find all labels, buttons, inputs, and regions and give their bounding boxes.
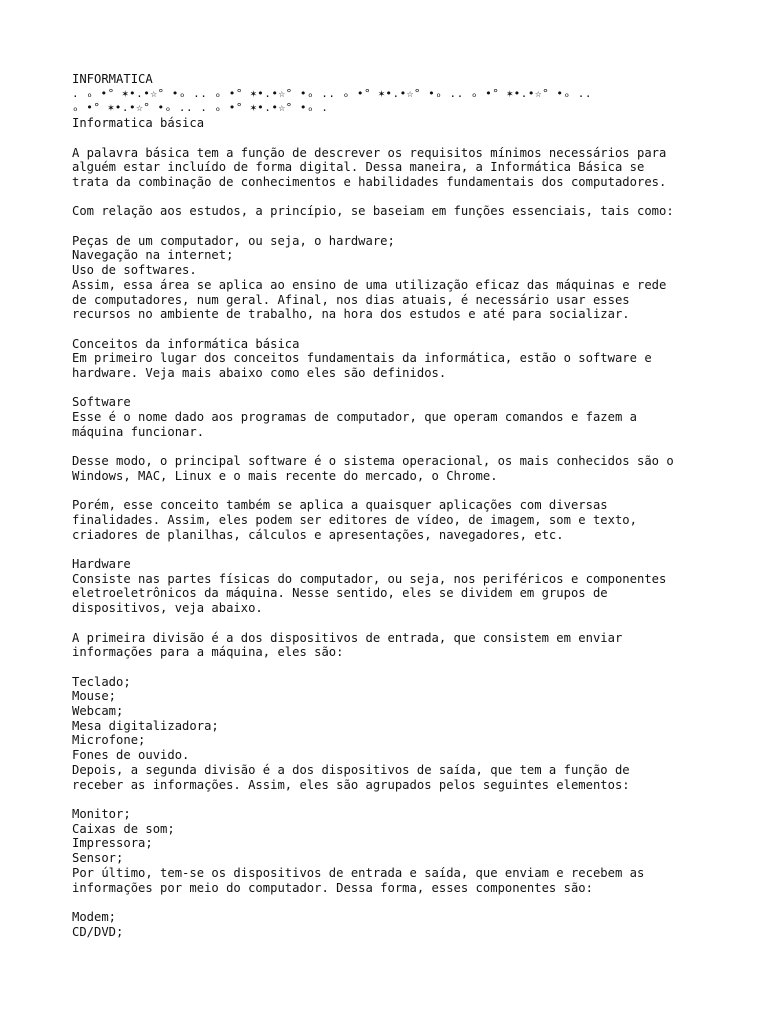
text-line: alguém estar incluído de forma digital. Dessa maneira, a Informática Básica se — [72, 160, 645, 175]
text-line: Microfone; — [72, 733, 146, 748]
text-line: Mesa digitalizadora; — [72, 718, 219, 733]
text-line: Impressora; — [72, 836, 153, 851]
text-line: Peças de um computador, ou seja, o hardware; — [72, 233, 395, 248]
text-line: Com relação aos estudos, a princípio, se baseiam em funções essenciais, tais como: — [72, 204, 674, 219]
section-heading: Hardware — [72, 557, 131, 572]
document-title: INFORMATICA — [72, 72, 153, 86]
text-line: Webcam; — [72, 704, 124, 719]
text-line: finalidades. Assim, eles podem ser editores de vídeo, de imagem, som e texto, — [72, 512, 637, 527]
text-line: de computadores, num geral. Afinal, nos dias atuais, é necessário usar esses — [72, 292, 630, 307]
blank-line — [72, 131, 738, 146]
blank-line — [72, 616, 738, 631]
text-line: A palavra básica tem a função de descrever os requisitos mínimos necessários para — [72, 145, 667, 160]
text-line: Consiste nas partes físicas do computador, ou seja, nos periféricos e componentes — [72, 571, 667, 586]
text-line: CD/DVD; — [72, 924, 124, 939]
text-line: criadores de planilhas, cálculos e apresentações, navegadores, etc. — [72, 527, 564, 542]
decorative-divider: ₒ •° ✶•.•☆° •ₒ .. . ₒ •° ✶•.•☆° •ₒ . — [72, 101, 329, 115]
text-line: A primeira divisão é a dos dispositivos de entrada, que consistem em enviar — [72, 630, 623, 645]
blank-line — [72, 190, 738, 205]
text-line: Assim, essa área se aplica ao ensino de uma utilização eficaz das máquinas e rede — [72, 277, 667, 292]
blank-line — [72, 660, 738, 675]
text-line: receber as informações. Assim, eles são agrupados pelos seguintes elementos: — [72, 777, 630, 792]
section-heading: Software — [72, 395, 131, 410]
blank-line — [72, 542, 738, 557]
text-line: Uso de softwares. — [72, 263, 197, 278]
section-heading: Informatica básica — [72, 116, 205, 131]
text-line: eletroeletrônicos da máquina. Nesse sentido, eles se dividem em grupos de — [72, 586, 608, 601]
text-line: Depois, a segunda divisão é a dos dispositivos de saída, que tem a função de — [72, 762, 630, 777]
blank-line — [72, 322, 738, 337]
blank-line — [72, 484, 738, 499]
text-line: Monitor; — [72, 806, 131, 821]
text-line: hardware. Veja mais abaixo como eles são definidos. — [72, 366, 447, 380]
text-line: Por último, tem-se os dispositivos de entrada e saída, que enviam e recebem as — [72, 865, 645, 880]
section-heading: Conceitos da informática básica — [72, 336, 300, 351]
blank-line — [72, 895, 738, 910]
text-line: Windows, MAC, Linux e o mais recente do mercado, o Chrome. — [72, 468, 498, 483]
text-line: Caixas de som; — [72, 821, 175, 836]
text-line: Esse é o nome dado aos programas de computador, que operam comandos e fazem a — [72, 410, 637, 425]
text-line: dispositivos, veja abaixo. — [72, 601, 263, 616]
text-line: Navegação na internet; — [72, 248, 234, 263]
text-line: Sensor; — [72, 851, 124, 866]
text-line: Mouse; — [72, 689, 117, 704]
text-line: Desse modo, o principal software é o sistema operacional, os mais conhecidos são o — [72, 454, 674, 469]
text-line: Modem; — [72, 909, 117, 924]
document-body — [72, 72, 738, 939]
text-line: máquina funcionar. — [72, 424, 205, 439]
blank-line — [72, 219, 738, 234]
text-line: Fones de ouvido. — [72, 748, 190, 763]
text-line: informações por meio do computador. Dessa forma, esses componentes são: — [72, 880, 593, 895]
blank-line — [72, 381, 738, 396]
text-line: Teclado; — [72, 674, 131, 689]
text-line: informações para a máquina, eles são: — [72, 645, 344, 660]
text-line: recursos no ambiente de trabalho, na hora dos estudos e até para socializar. — [72, 307, 630, 322]
blank-line — [72, 792, 738, 807]
blank-line — [72, 440, 738, 455]
text-line: trata da combinação de conhecimentos e habilidades fundamentais dos computadores. — [72, 174, 667, 189]
decorative-divider: . ₒ •° ✶•.•☆° •ₒ .. ₒ •° ✶•.•☆° •ₒ .. ₒ •° ✶•.•☆° •ₒ .. ₒ •° ✶•.•☆° •ₒ .. — [72, 86, 592, 100]
text-line: Porém, esse conceito também se aplica a quaisquer aplicações com diversas — [72, 498, 608, 513]
text-line: Em primeiro lugar dos conceitos fundamentais da informática, estão o software e — [72, 351, 652, 366]
